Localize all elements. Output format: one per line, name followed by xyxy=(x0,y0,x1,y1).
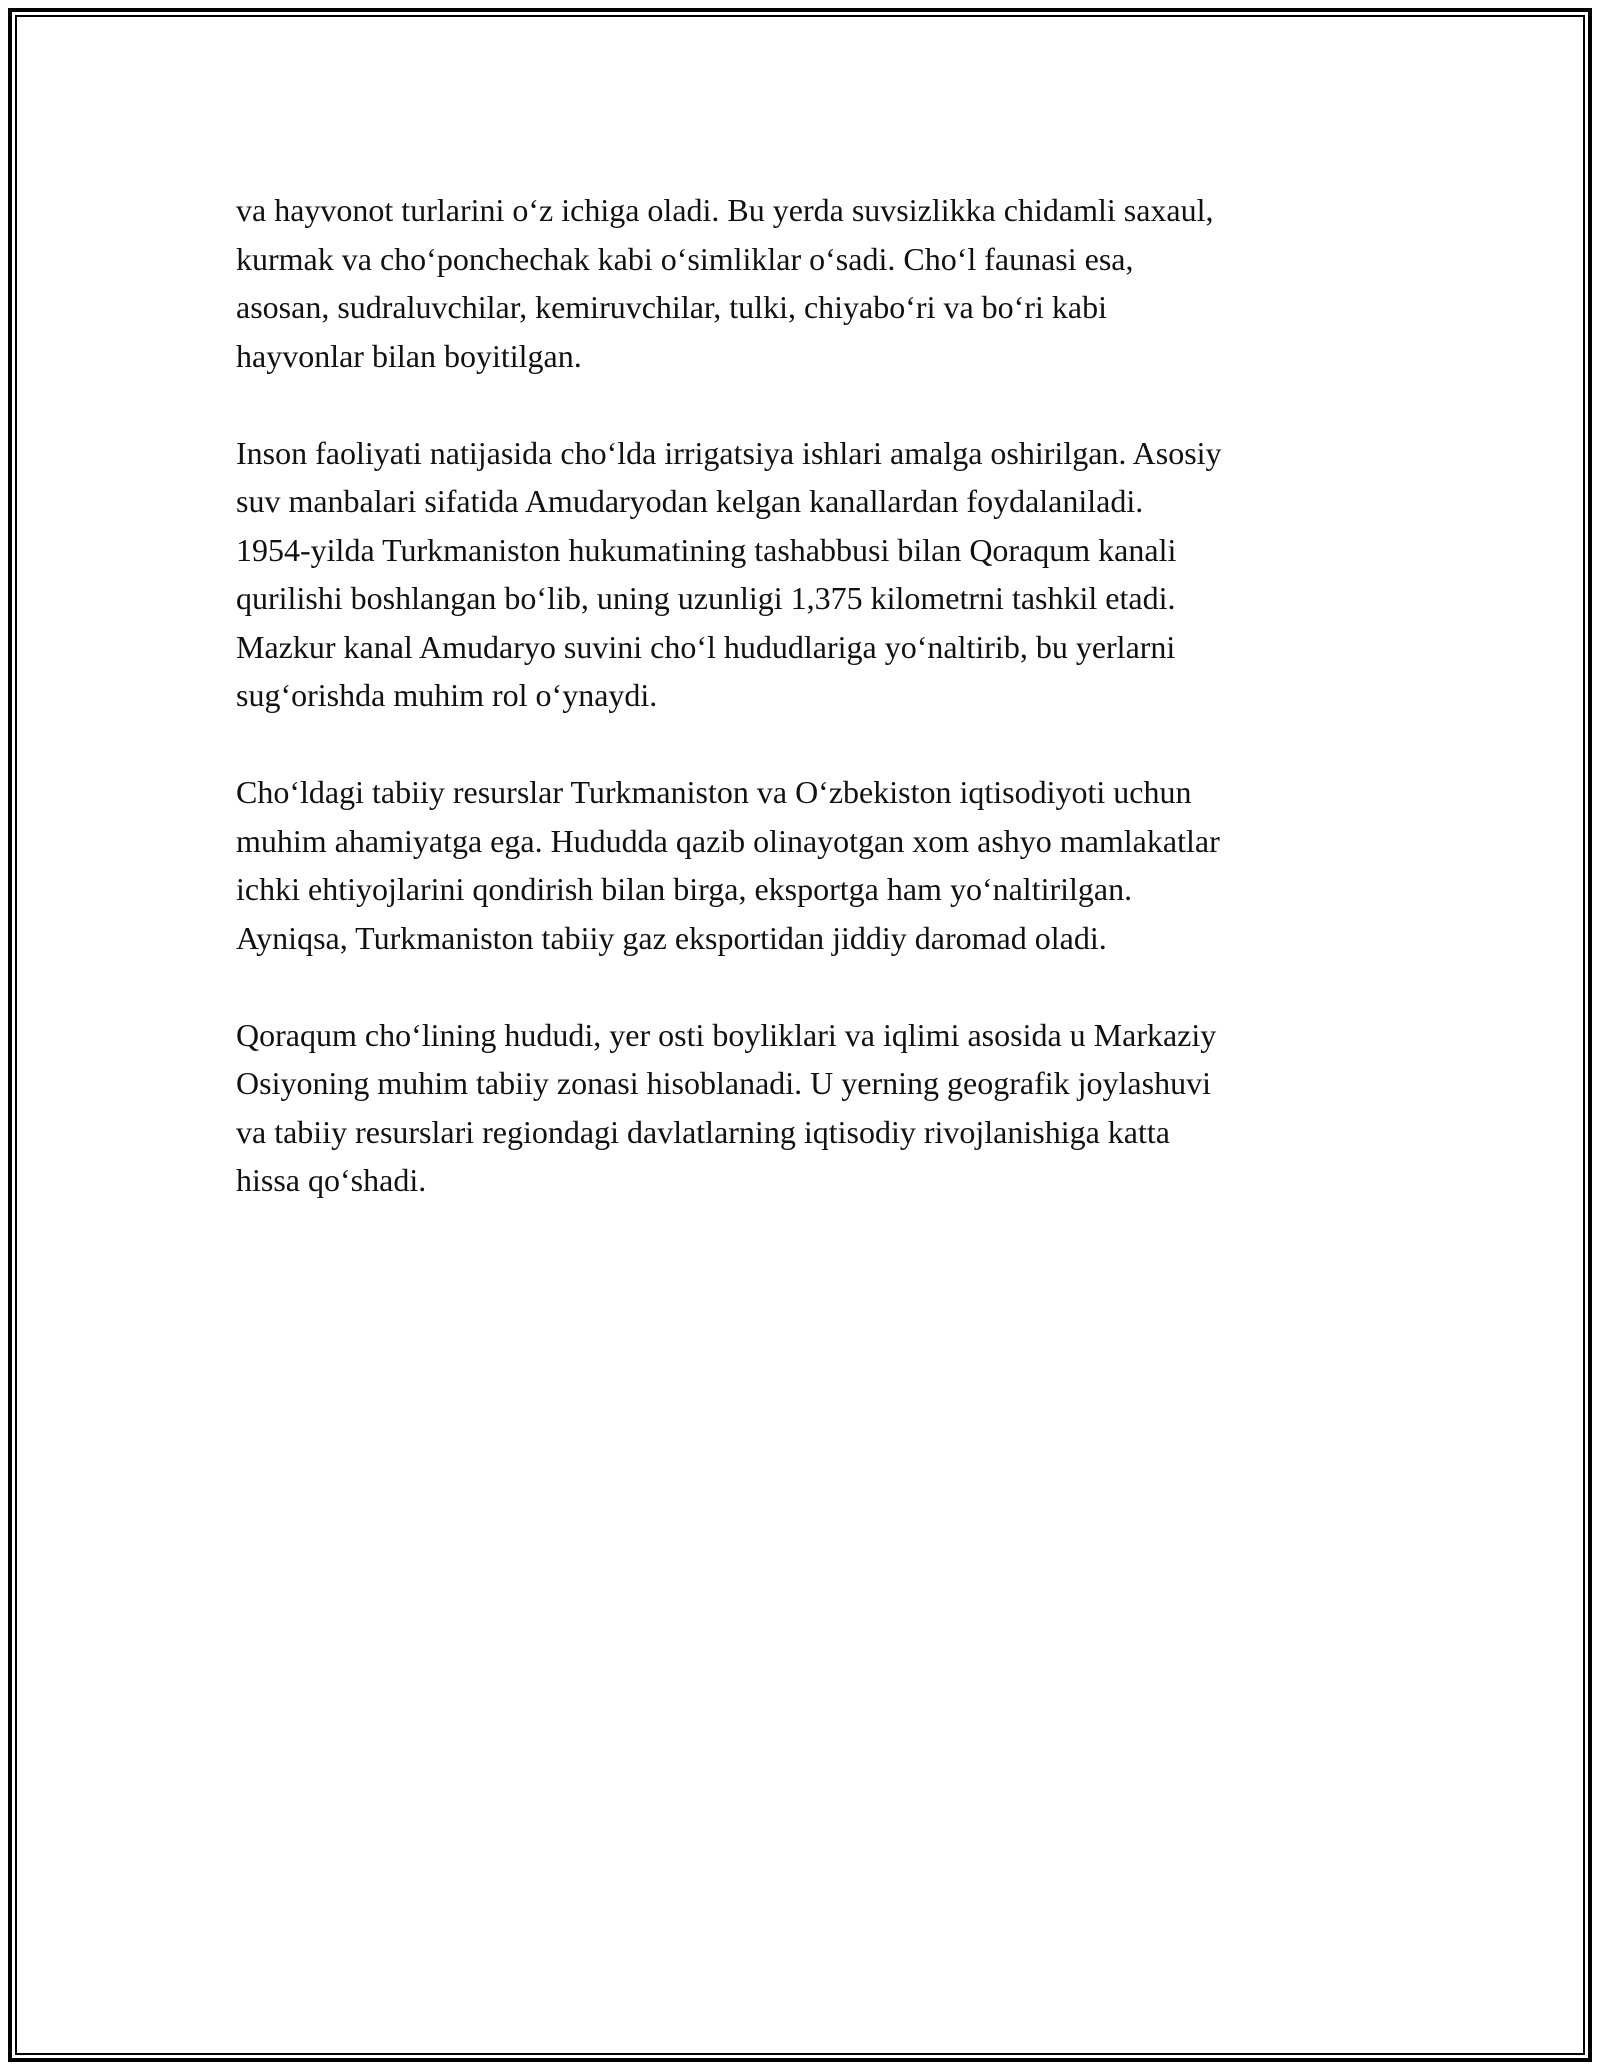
paragraph-natural-resources: Cho‘ldagi tabiiy resurslar Turkmaniston va O‘zbekiston iqtisodiyoti uchun muhim ahamiyatga ega. Hududda qazib olinayotgan xom ashyo mamlakatlar ichki ehtiyojlarini qondirish bilan birga, eksportga ham yo‘naltirilgan. Ayniqsa, Turkmaniston tabiiy gaz eksportidan jiddiy daromad oladi. xyxy=(236,774,1220,956)
paragraph-conclusion: Qoraqum cho‘lining hududi, yer osti boyliklari va iqlimi asosida u Markaziy Osiyoning muhim tabiiy zonasi hisoblanadi. U yerning geografik joylashuvi va tabiiy resurslari regiondagi davlatlarning iqtisodiy rivojlanishiga katta hissa qo‘shadi. xyxy=(236,1016,1217,1198)
document-body xyxy=(236,186,1386,1253)
paragraph-flora-fauna: va hayvonot turlarini o‘z ichiga oladi. Bu yerda suvsizlikka chidamli saxaul, kurmak va cho‘ponchechak kabi o‘simliklar o‘sadi. Cho‘l faunasi esa, asosan, sudraluvchilar, kemiruvchilar, tulki, chiyabo‘ri va bo‘ri kabi hayvonlar bilan boyitilgan. xyxy=(236,192,1214,374)
paragraph-irrigation: Inson faoliyati natijasida cho‘lda irrigatsiya ishlari amalga oshirilgan. Asosiy suv manbalari sifatida Amudaryodan kelgan kanallardan foydalaniladi. 1954-yilda Turkmaniston hukumatining tashabbusi bilan Qoraqum kanali qurilishi boshlangan bo‘lib, uning uzunligi 1,375 kilometrni tashkil etadi. Mazkur kanal Amudaryo suvini cho‘l hududlariga yo‘naltirib, bu yerlarni sug‘orishda muhim rol o‘ynaydi. xyxy=(236,434,1222,713)
